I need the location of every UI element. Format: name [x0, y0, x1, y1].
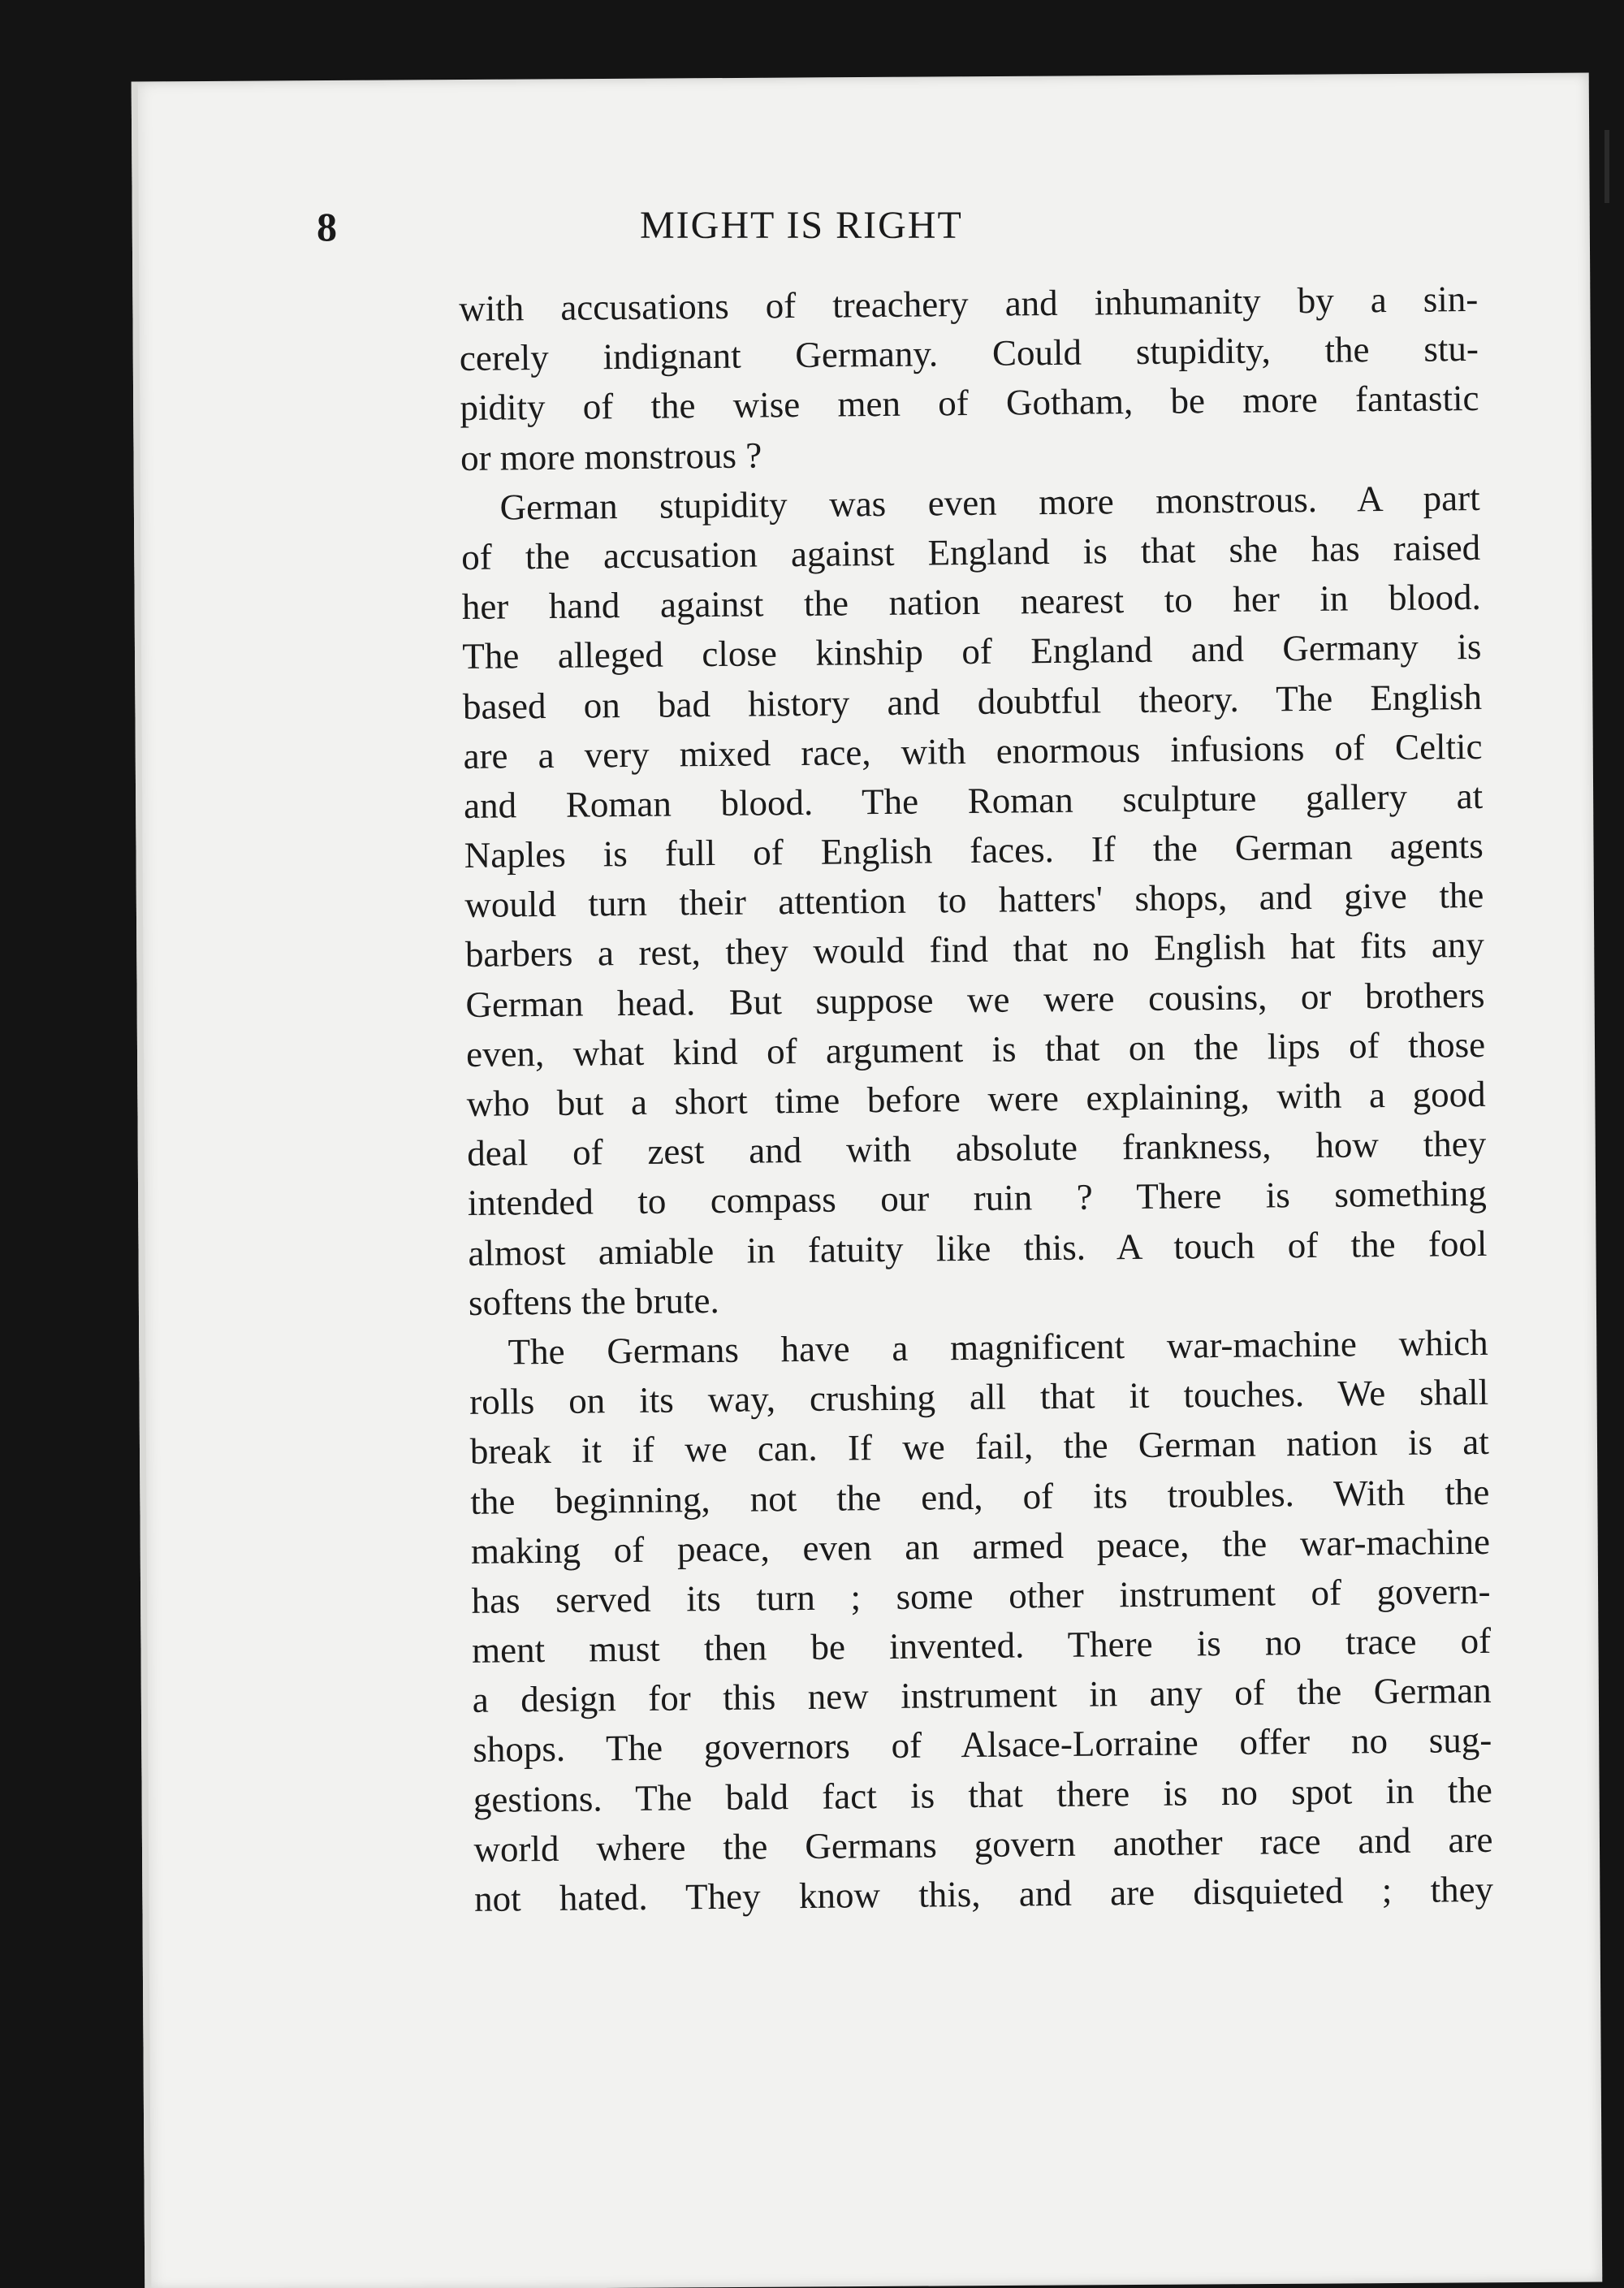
text-line: are a very mixed race, with enormous infusions of Celtic — [463, 725, 1483, 776]
text-line: pidity of the wise men of Gotham, be more fantastic — [460, 378, 1479, 429]
text-line: cerely indignant Germany. Could stupidity, the stu- — [459, 328, 1479, 379]
text-line: German head. But suppose we were cousins, or brothers — [465, 974, 1485, 1025]
text-line: not hated. They know this, and are disquieted ; they — [473, 1868, 1494, 1919]
text-line: shops. The governors of Alsace-Lorraine offer no sug- — [473, 1719, 1492, 1771]
text-line: break it if we can. If we fail, the German nation is at — [469, 1421, 1489, 1473]
running-head — [317, 203, 1478, 268]
text-line: based on bad history and doubtful theory. The English — [462, 676, 1483, 727]
text-line: gestions. The bald fact is that there is no spot in the — [473, 1769, 1493, 1820]
text-line: with accusations of treachery and inhumanity by a sin- — [459, 278, 1479, 329]
text-line: has served its turn ; some other instrument of govern- — [471, 1570, 1491, 1621]
binding-shadow — [1605, 130, 1609, 203]
page-number: 8 — [317, 204, 337, 249]
running-title: MIGHT IS RIGHT — [640, 204, 963, 247]
text-line: intended to compass our ruin ? There is something — [467, 1173, 1488, 1224]
text-line: even, what kind of argument is that on the lips of those — [465, 1023, 1486, 1075]
text-line: a design for this new instrument in any of the German — [472, 1670, 1492, 1721]
text-line: her hand against the nation nearest to her in blood. — [461, 577, 1481, 628]
text-line: rolls on its way, crushing all that it touches. We shall — [469, 1372, 1489, 1423]
text-line: of the accusation against England is that she has raised — [460, 526, 1481, 577]
text-line: almost amiable in fatuity like this. A touch of the fool — [468, 1222, 1488, 1274]
text-line: and Roman blood. The Roman sculpture gallery at — [463, 775, 1484, 826]
text-line: German stupidity was even more monstrous. A part — [499, 477, 1480, 528]
text-line: barbers a rest, they would find that no English hat fits any — [464, 924, 1485, 975]
text-line: Naples is full of English faces. If the German agents — [464, 824, 1484, 876]
text-line: or more monstrous ? — [460, 434, 762, 478]
text-line: world where the Germans govern another race and are — [473, 1819, 1493, 1870]
text-line: the beginning, not the end, of its troubles. With the — [470, 1471, 1490, 1522]
text-line: who but a short time before were explaining, with a good — [466, 1073, 1486, 1124]
text-line: ment must then be invented. There is no trace of — [471, 1620, 1492, 1671]
text-line: making of peace, even an armed peace, the war-machine — [470, 1520, 1491, 1572]
text-line: softens the brute. — [468, 1279, 719, 1323]
text-line: The Germans have a magnificent war-machine which — [508, 1321, 1488, 1373]
page-edge — [132, 81, 152, 2288]
text-line: The alleged close kinship of England and Germany is — [462, 626, 1482, 677]
text-line: deal of zest and with absolute frankness, how they — [467, 1123, 1487, 1174]
text-line: would turn their attention to hatters' shops, and give the — [464, 875, 1484, 926]
body-text — [459, 275, 1493, 1924]
